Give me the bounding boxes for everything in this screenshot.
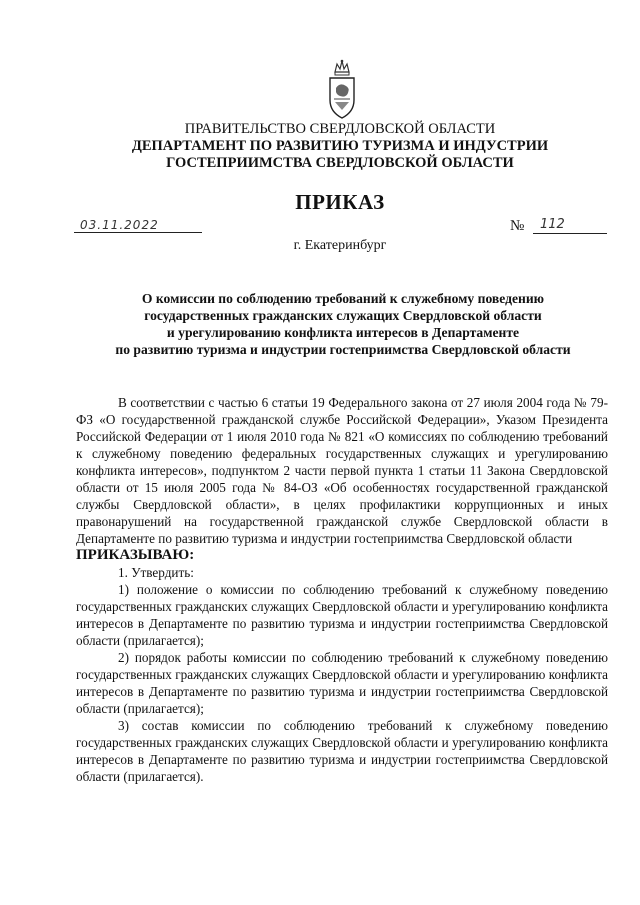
department-name-line1: ДЕПАРТАМЕНТ ПО РАЗВИТИЮ ТУРИЗМА И ИНДУСТРИИ [131,138,549,154]
number-value: 112 [540,217,565,232]
date-underline [74,232,202,233]
date-value: 03.11.2022 [80,218,159,232]
order-title [60,290,626,358]
item-1-2: 2) порядок работы комиссии по соблюдению требований к служебному поведению государственных гражданских служащих Свердловской области и урегулированию конфликта интересов в Департаменте по развитию туризма и индустрии гостеприимства Свердловской области (прилагается); [76,650,608,716]
title-line: О комиссии по соблюдению требований к служебному поведению [141,291,545,306]
government-name: ПРАВИТЕЛЬСТВО СВЕРДЛОВСКОЙ ОБЛАСТИ [184,121,496,137]
city: г. Екатеринбург [293,238,387,253]
order-body [76,394,608,785]
number-underline [533,233,607,234]
item-1: 1. Утвердить: [118,565,194,580]
order-word: ПРИКАЗЫВАЮ: [76,547,195,563]
department-name-line2: ГОСТЕПРИИМСТВА СВЕРДЛОВСКОЙ ОБЛАСТИ [166,155,514,171]
preamble-paragraph: В соответствии с частью 6 статьи 19 Федерального закона от 27 июля 2004 года № 79-ФЗ «О государственной гражданской службе Российской Федерации», Указом Президента Российской Федерации от 1 июля 2010 года № 821 «О комиссиях по соблюдению требований к служебному поведению федеральных государственных служащих и урегулированию конфликта интересов», подпунктом 2 части первой пункта 1 статьи 11 Закона Свердловской области от 15 июля 2005 года № 84-ОЗ «Об особенностях государственной гражданской службы Свердловской области», в целях профилактики коррупционных и иных правонарушений на государственной гражданской службе Свердловской области в Департаменте по развитию туризма и индустрии гостеприимства Свердловской области [76,395,608,546]
item-1-3: 3) состав комиссии по соблюдению требований к служебному поведению государственных гражданских служащих Свердловской области и урегулированию конфликта интересов в Департаменте по развитию туризма и индустрии гостеприимства Свердловской области (прилагается). [76,718,608,784]
coat-of-arms-icon [326,58,358,120]
title-line: и урегулированию конфликта интересов в Департаменте [166,325,520,340]
number-label: № [510,218,525,234]
document-type: ПРИКАЗ [295,190,385,214]
item-1-1: 1) положение о комиссии по соблюдению требований к служебному поведению государственных гражданских служащих Свердловской области и урегулированию конфликта интересов в Департаменте по развитию туризма и индустрии гостеприимства Свердловской области (прилагается); [76,582,608,648]
title-line: государственных гражданских служащих Свердловской области [144,308,542,323]
title-line: по развитию туризма и индустрии гостеприимства Свердловской области [115,342,571,357]
